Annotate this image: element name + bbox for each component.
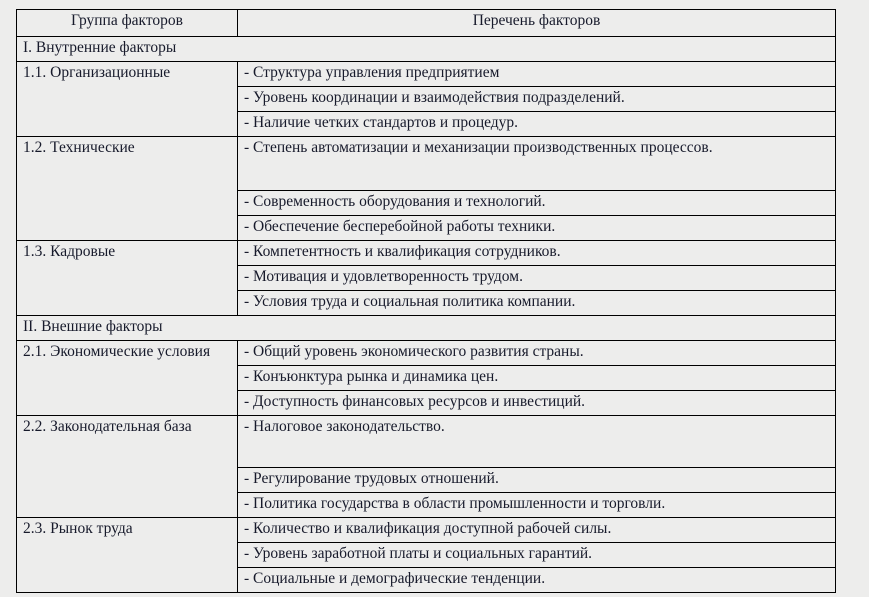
section-title-external: II. Внешние факторы [17, 316, 836, 341]
list-item: - Налоговое законодательство. [238, 416, 836, 468]
list-item: - Конъюнктура рынка и динамика цен. [238, 366, 836, 391]
list-item: - Условия труда и социальная политика компании. [238, 291, 836, 316]
group-name-2-2: 2.2. Законодательная база [17, 416, 238, 518]
list-item: - Социальные и демографические тенденции. [238, 568, 836, 593]
list-item: - Количество и квалификация доступной рабочей силы. [238, 518, 836, 543]
group-name-1-2: 1.2. Технические [17, 137, 238, 241]
section-title-internal: I. Внутренние факторы [17, 37, 836, 62]
list-item: - Структура управления предприятием [238, 62, 836, 87]
list-item: - Обеспечение бесперебойной работы техники. [238, 216, 836, 241]
list-item: - Доступность финансовых ресурсов и инвестиций. [238, 391, 836, 416]
list-item: - Степень автоматизации и механизации производственных процессов. [238, 137, 836, 191]
list-item: - Компетентность и квалификация сотрудников. [238, 241, 836, 266]
list-item: - Уровень заработной платы и социальных гарантий. [238, 543, 836, 568]
table-row [17, 137, 836, 191]
table-row [17, 518, 836, 543]
group-name-2-1: 2.1. Экономические условия [17, 341, 238, 416]
column-header-list: Перечень факторов [238, 10, 836, 37]
table-header-row [17, 10, 836, 37]
factors-table [16, 9, 836, 593]
list-item: - Регулирование трудовых отношений. [238, 468, 836, 493]
table-row [17, 416, 836, 468]
group-name-1-3: 1.3. Кадровые [17, 241, 238, 316]
table-row [17, 241, 836, 266]
list-item: - Общий уровень экономического развития страны. [238, 341, 836, 366]
list-item: - Наличие четких стандартов и процедур. [238, 112, 836, 137]
table-row [17, 341, 836, 366]
list-item: - Политика государства в области промышленности и торговли. [238, 493, 836, 518]
list-item: - Мотивация и удовлетворенность трудом. [238, 266, 836, 291]
section-row-external [17, 316, 836, 341]
column-header-group: Группа факторов [17, 10, 238, 37]
section-row-internal [17, 37, 836, 62]
list-item: - Современность оборудования и технологий. [238, 191, 836, 216]
table-row [17, 62, 836, 87]
list-item: - Уровень координации и взаимодействия подразделений. [238, 87, 836, 112]
group-name-2-3: 2.3. Рынок труда [17, 518, 238, 593]
group-name-1-1: 1.1. Организационные [17, 62, 238, 137]
